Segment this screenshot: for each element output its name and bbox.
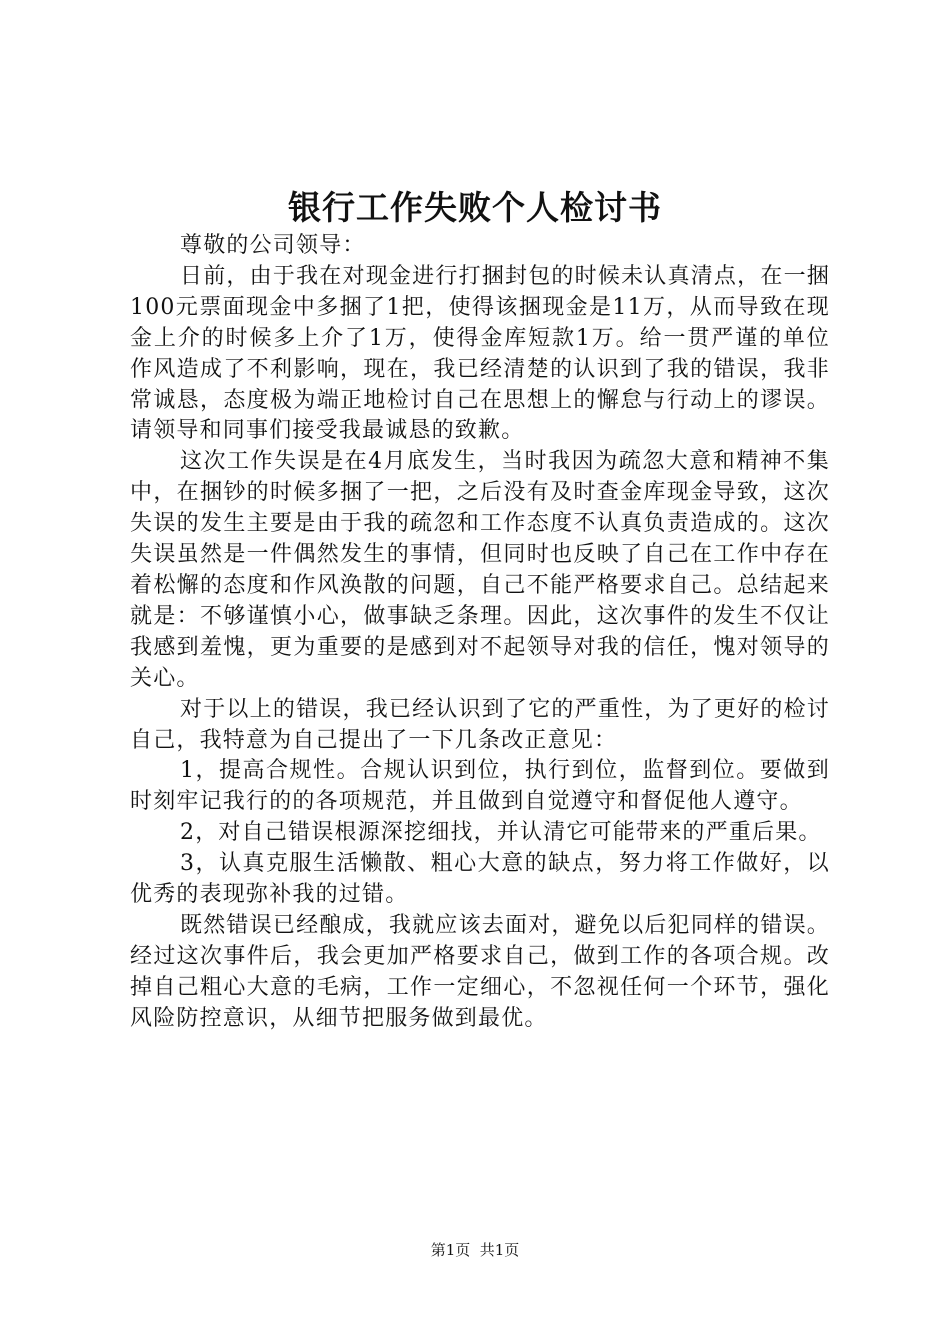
salutation: 尊敬的公司领导： bbox=[180, 233, 366, 258]
page-number: 第1页 共1页 bbox=[430, 1241, 520, 1259]
correction-item-2: 2，对自己错误根源深挖细找，并认清它可能带来的严重后果。 bbox=[180, 820, 822, 846]
correction-item-1: 1，提高合规性。合规认识到位，执行到位，监督到位。要做到时刻牢记我行的的各项规范，并且做到自觉遵守和督促他人遵守。 bbox=[130, 758, 830, 815]
paragraph-incident: 日前，由于我在对现金进行打捆封包的时候未认真清点，在一捆100元票面现金中多捆了1把，使得该捆现金是11万，从而导致在现金上介的时候多上介了1万，使得金库短款1万。给一贯严谨的单位作风造成了不利影响，现在，我已经清楚的认识到了我的错误，我非常诚恳，态度极为端正地检讨自己在思想上的懈怠与行动上的谬误。请领导和同事们接受我最诚恳的致歉。 bbox=[130, 263, 830, 444]
correction-item-3: 3，认真克服生活懒散、粗心大意的缺点，努力将工作做好，以优秀的表现弥补我的过错。 bbox=[130, 851, 830, 908]
paragraph-conclusion: 既然错误已经酿成，我就应该去面对，避免以后犯同样的错误。经过这次事件后，我会更加严格要求自己，做到工作的各项合规。改掉自己粗心大意的毛病，工作一定细心，不忽视任何一个环节，强化风险防控意识，从细节把服务做到最优。 bbox=[130, 912, 830, 1031]
page-footer bbox=[0, 1240, 950, 1260]
document-body bbox=[130, 231, 830, 1035]
paragraph-cause: 这次工作失误是在4月底发生，当时我因为疏忽大意和精神不集中，在捆钞的时候多捆了一把，之后没有及时查金库现金导致，这次失误的发生主要是由于我的疏忽和工作态度不认真负责造成的。这次失误虽然是一件偶然发生的事情，但同时也反映了自己在工作中存在着松懈的态度和作风涣散的问题，自己不能严格要求自己。总结起来就是：不够谨慎小心，做事缺乏条理。因此，这次事件的发生不仅让我感到羞愧，更为重要的是感到对不起领导对我的信任，愧对领导的关心。 bbox=[130, 449, 830, 691]
paragraph-intro-corrections: 对于以上的错误，我已经认识到了它的严重性，为了更好的检讨自己，我特意为自己提出了一下几条改正意见： bbox=[130, 696, 830, 753]
document-title: 银行工作失败个人检讨书 bbox=[288, 188, 662, 227]
